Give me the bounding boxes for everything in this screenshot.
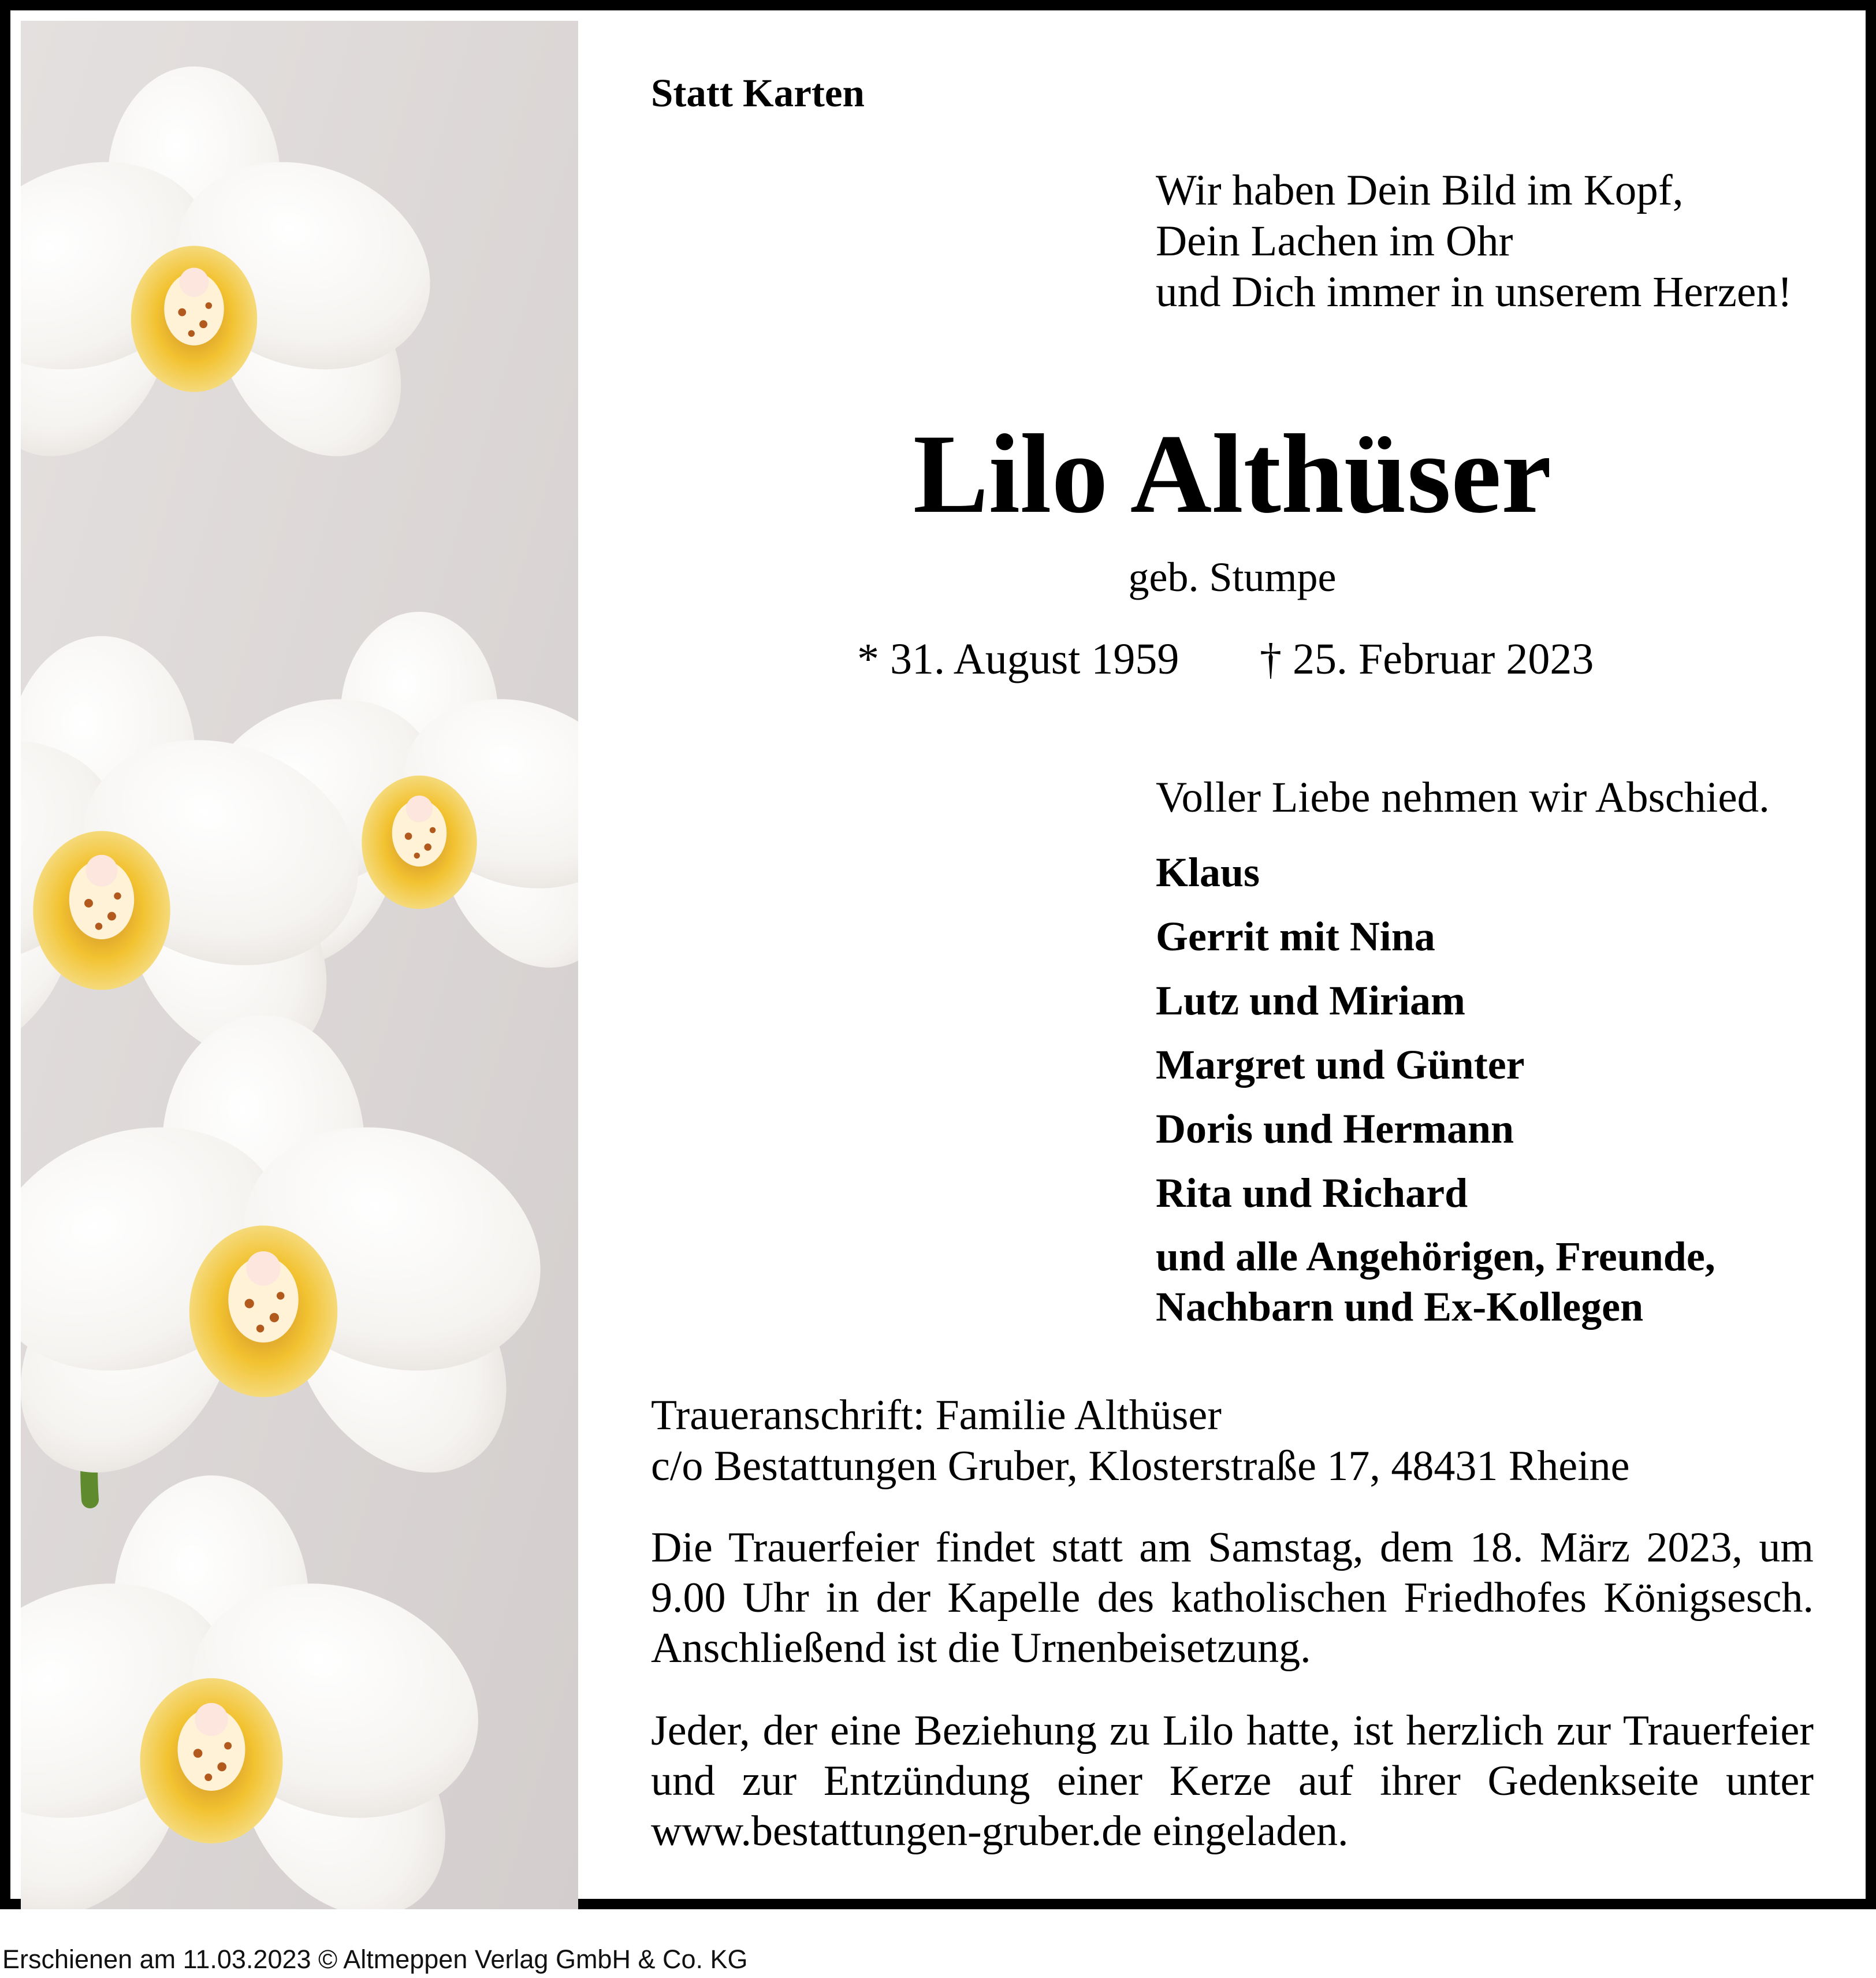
mourner-list bbox=[1156, 847, 1715, 1345]
memorial-quote bbox=[1156, 165, 1792, 318]
mourner-closing-line: und alle Angehörigen, Freunde, bbox=[1156, 1233, 1715, 1280]
mourner-name: Gerrit mit Nina bbox=[1156, 913, 1435, 960]
address-line: Traueranschrift: Familie Althüser bbox=[651, 1392, 1222, 1439]
mourner-name: Klaus bbox=[1156, 849, 1260, 895]
quote-line: und Dich immer in unserem Herzen! bbox=[1156, 268, 1792, 316]
mourner-name: Lutz und Miriam bbox=[1156, 977, 1466, 1024]
death-date: † 25. Februar 2023 bbox=[1260, 635, 1594, 683]
quote-line: Dein Lachen im Ohr bbox=[1156, 217, 1513, 265]
address-line: c/o Bestattungen Gruber, Klosterstraße 17, 48431 Rheine bbox=[651, 1442, 1630, 1490]
quote-line: Wir haben Dein Bild im Kopf, bbox=[1156, 166, 1684, 214]
birth-date: * 31. August 1959 bbox=[857, 635, 1179, 683]
mourning-address bbox=[651, 1390, 1630, 1492]
invitation-paragraph: Jeder, der eine Beziehung zu Lilo hatte, ist herzlich zur Trauerfeier und zur Entzündung einer Kerze auf ihrer Gedenkseite unter www.bestattungen-gruber.de eingeladen. bbox=[651, 1707, 1814, 1855]
farewell-line: Voller Liebe nehmen wir Abschied. bbox=[1156, 774, 1770, 821]
orchid-photo bbox=[21, 21, 578, 1909]
mourner-name: Doris und Hermann bbox=[1156, 1106, 1514, 1152]
mourner-closing-line: Nachbarn und Ex-Kollegen bbox=[1156, 1284, 1644, 1330]
deceased-name: Lilo Althüser bbox=[913, 411, 1552, 537]
ceremony-paragraph: Die Trauerfeier findet statt am Samstag, dem 18. März 2023, um 9.00 Uhr in der Kapelle des katholischen Friedhofes Königsesch. Anschließend ist die Urnenbeisetzung. bbox=[651, 1524, 1814, 1672]
statt-karten-heading: Statt Karten bbox=[651, 71, 865, 115]
mourner-name: Margret und Günter bbox=[1156, 1042, 1525, 1088]
mourner-closing bbox=[1156, 1232, 1715, 1332]
text-column bbox=[578, 10, 1866, 1899]
mourner-name: Rita und Richard bbox=[1156, 1170, 1468, 1216]
publication-footer: Erschienen am 11.03.2023 © Altmeppen Verlag GmbH & Co. KG bbox=[2, 1944, 748, 1974]
maiden-name: geb. Stumpe bbox=[1128, 554, 1337, 600]
